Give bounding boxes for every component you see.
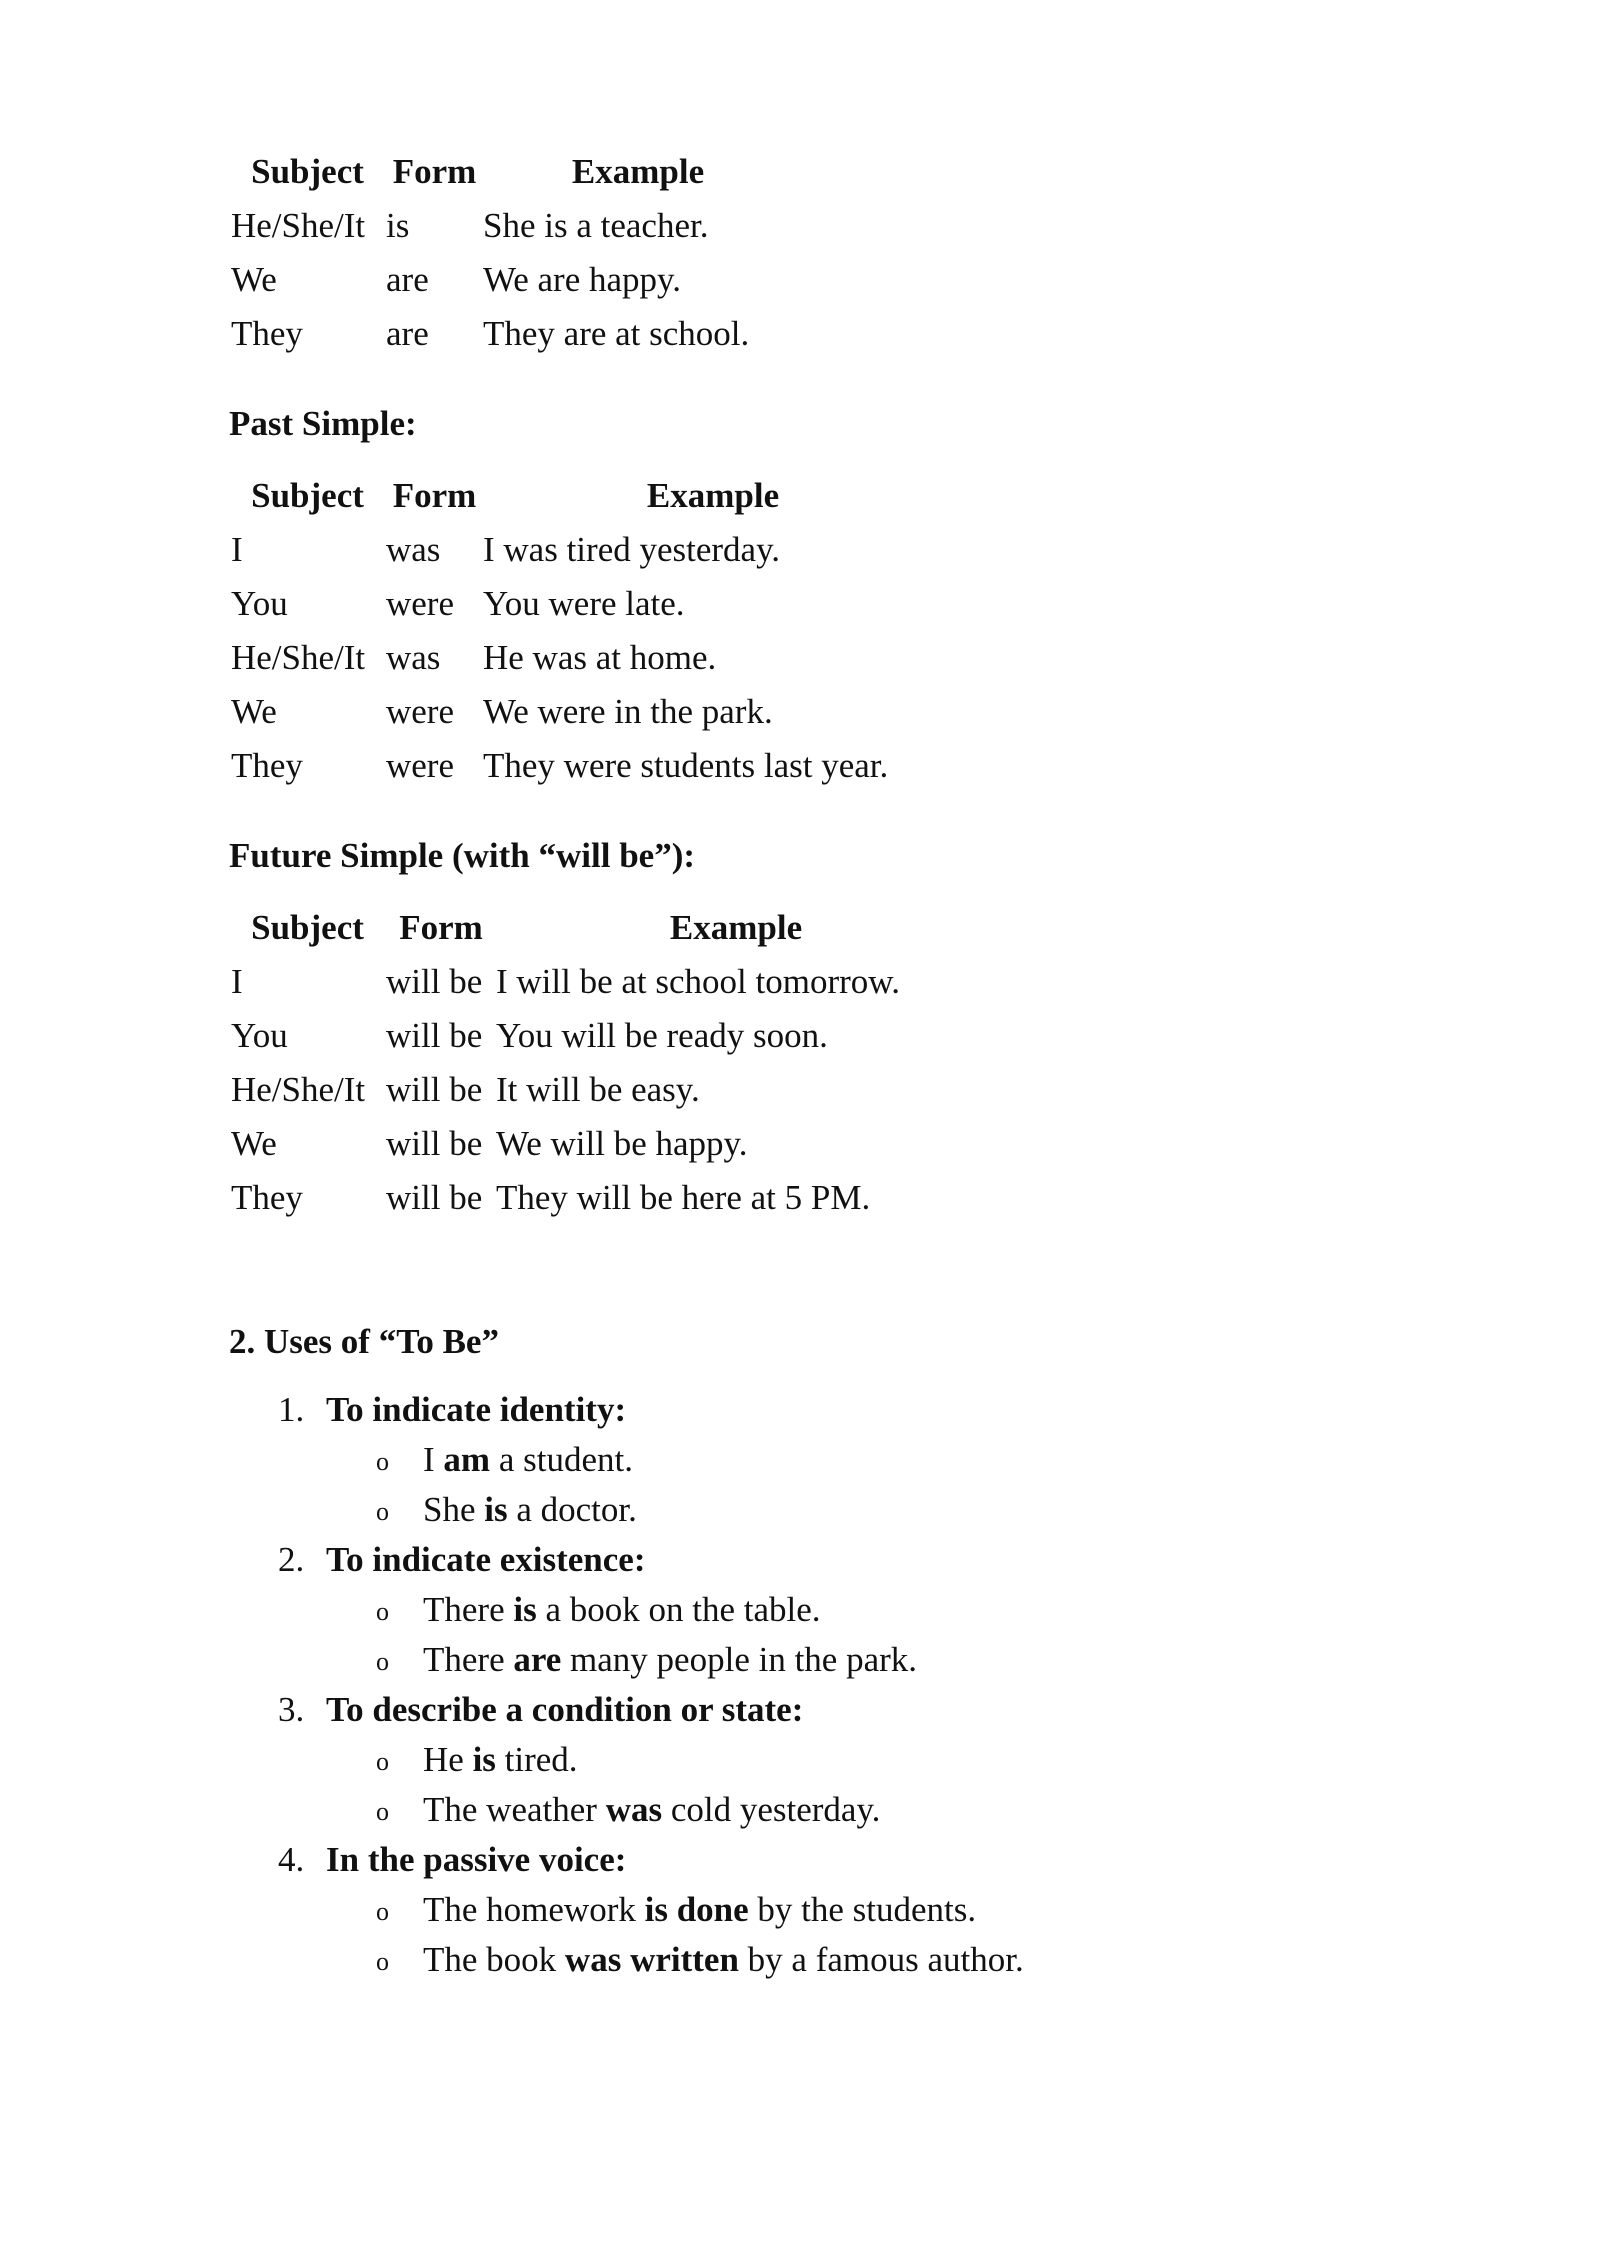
- example-verb-bold: was written: [564, 1940, 739, 1979]
- use-item: [229, 1535, 1429, 1685]
- subject-cell: We: [231, 1124, 277, 1163]
- example-cell: We are happy.: [483, 260, 682, 299]
- header-subject: Subject: [251, 476, 364, 515]
- uses-heading: 2. Uses of “To Be”: [229, 1322, 499, 1361]
- example-list: [326, 1735, 1429, 1835]
- example-cell: They will be here at 5 PM.: [496, 1178, 871, 1217]
- past-simple-heading: Past Simple:: [229, 404, 417, 443]
- example-text-before: I: [423, 1440, 444, 1479]
- uses-list: [229, 1385, 1429, 1985]
- subject-cell: You: [231, 1016, 288, 1055]
- table-row: [229, 307, 793, 361]
- example-cell: They were students last year.: [483, 746, 889, 785]
- document-content: [229, 145, 1429, 1985]
- example-list: [326, 1885, 1429, 1985]
- past-table-body: [229, 523, 943, 793]
- circle-bullet-icon: o: [376, 1797, 389, 1826]
- use-title: In the passive voice:: [326, 1840, 627, 1879]
- table-row: [229, 199, 793, 253]
- future-table: [229, 901, 976, 1225]
- example-verb-bold: is: [472, 1740, 496, 1779]
- example-cell: We were in the park.: [483, 692, 773, 731]
- subject-cell: We: [231, 692, 277, 731]
- circle-bullet-icon: o: [376, 1497, 389, 1526]
- header-example: Example: [669, 908, 803, 947]
- subject-cell: They: [231, 1178, 303, 1217]
- subject-cell: I: [231, 530, 243, 569]
- form-cell: were: [386, 584, 455, 623]
- use-number: 3.: [278, 1690, 305, 1729]
- subject-cell: They: [231, 314, 303, 353]
- use-number: 4.: [278, 1840, 305, 1879]
- subject-cell: He/She/It: [231, 206, 366, 245]
- example-item: [326, 1935, 1429, 1985]
- use-number: 2.: [278, 1540, 305, 1579]
- example-item: [326, 1885, 1429, 1935]
- subject-cell: He/She/It: [231, 638, 366, 677]
- use-number: 1.: [278, 1390, 305, 1429]
- table-row: [229, 1009, 976, 1063]
- table-row: [229, 253, 793, 307]
- use-title: To indicate identity:: [326, 1390, 627, 1429]
- table-row: [229, 523, 943, 577]
- use-title: To indicate existence:: [326, 1540, 646, 1579]
- circle-bullet-icon: o: [376, 1747, 389, 1776]
- example-verb-bold: am: [443, 1440, 491, 1479]
- subject-cell: He/She/It: [231, 1070, 366, 1109]
- example-item: [326, 1735, 1429, 1785]
- example-verb-bold: is: [484, 1490, 508, 1529]
- circle-bullet-icon: o: [376, 1597, 389, 1626]
- table-row: [229, 955, 976, 1009]
- table-row: [229, 739, 943, 793]
- header-example: Example: [571, 152, 705, 191]
- form-cell: are: [386, 314, 429, 353]
- use-item: [229, 1835, 1429, 1985]
- example-verb-bold: was: [605, 1790, 663, 1829]
- table-header-row: [229, 469, 943, 523]
- example-text-after: many people in the park.: [561, 1640, 918, 1679]
- use-item: [229, 1385, 1429, 1535]
- example-text-before: He: [423, 1740, 473, 1779]
- example-text-after: a student.: [490, 1440, 633, 1479]
- example-text-after: cold yesterday.: [662, 1790, 881, 1829]
- example-verb-bold: is: [513, 1590, 537, 1629]
- example-cell: He was at home.: [483, 638, 717, 677]
- form-cell: is: [386, 206, 410, 245]
- example-text-after: by the students.: [748, 1890, 977, 1929]
- example-cell: They are at school.: [483, 314, 750, 353]
- header-form: Form: [392, 476, 477, 515]
- table-row: [229, 1063, 976, 1117]
- circle-bullet-icon: o: [376, 1447, 389, 1476]
- form-cell: are: [386, 260, 429, 299]
- subject-cell: You: [231, 584, 288, 623]
- example-cell: It will be easy.: [496, 1070, 700, 1109]
- example-item: [326, 1635, 1429, 1685]
- example-item: [326, 1785, 1429, 1835]
- example-text-before: The homework: [423, 1890, 645, 1929]
- header-form: Form: [399, 908, 483, 947]
- form-cell: will be: [386, 1124, 483, 1163]
- example-text-before: There: [423, 1590, 514, 1629]
- example-list: [326, 1435, 1429, 1535]
- example-text-before: The book: [423, 1940, 565, 1979]
- example-cell: We will be happy.: [496, 1124, 748, 1163]
- form-cell: will be: [386, 962, 483, 1001]
- example-cell: I was tired yesterday.: [483, 530, 781, 569]
- header-subject: Subject: [251, 152, 364, 191]
- example-text-after: tired.: [495, 1740, 578, 1779]
- form-cell: will be: [386, 1070, 483, 1109]
- use-title: To describe a condition or state:: [326, 1690, 804, 1729]
- example-cell: You will be ready soon.: [496, 1016, 828, 1055]
- example-text-before: The weather: [423, 1790, 606, 1829]
- example-text-before: She: [423, 1490, 485, 1529]
- table-row: [229, 1117, 976, 1171]
- example-cell: You were late.: [483, 584, 685, 623]
- circle-bullet-icon: o: [376, 1897, 389, 1926]
- example-cell: She is a teacher.: [483, 206, 709, 245]
- subject-cell: I: [231, 962, 243, 1001]
- form-cell: were: [386, 692, 455, 731]
- subject-cell: We: [231, 260, 277, 299]
- example-verb-bold: are: [513, 1640, 562, 1679]
- table-header-row: [229, 145, 793, 199]
- table-row: [229, 577, 943, 631]
- present-table: [229, 145, 793, 361]
- future-table-body: [229, 955, 976, 1225]
- circle-bullet-icon: o: [376, 1647, 389, 1676]
- table-header-row: [229, 901, 976, 955]
- use-item: [229, 1685, 1429, 1835]
- circle-bullet-icon: o: [376, 1947, 389, 1976]
- form-cell: will be: [386, 1016, 483, 1055]
- example-item: [326, 1485, 1429, 1535]
- subject-cell: They: [231, 746, 303, 785]
- table-row: [229, 1171, 976, 1225]
- header-example: Example: [646, 476, 780, 515]
- example-text-after: a doctor.: [507, 1490, 637, 1529]
- example-text-after: by a famous author.: [738, 1940, 1024, 1979]
- example-text-before: There: [423, 1640, 514, 1679]
- form-cell: was: [386, 530, 441, 569]
- present-table-body: [229, 199, 793, 361]
- example-item: [326, 1435, 1429, 1485]
- header-form: Form: [392, 152, 477, 191]
- future-simple-heading: Future Simple (with “will be”):: [229, 836, 696, 875]
- table-row: [229, 631, 943, 685]
- header-subject: Subject: [251, 908, 364, 947]
- table-row: [229, 685, 943, 739]
- example-verb-bold: is done: [644, 1890, 749, 1929]
- form-cell: was: [386, 638, 441, 677]
- example-text-after: a book on the table.: [536, 1590, 821, 1629]
- example-cell: I will be at school tomorrow.: [496, 962, 901, 1001]
- example-list: [326, 1585, 1429, 1685]
- example-item: [326, 1585, 1429, 1635]
- form-cell: will be: [386, 1178, 483, 1217]
- form-cell: were: [386, 746, 455, 785]
- past-table: [229, 469, 943, 793]
